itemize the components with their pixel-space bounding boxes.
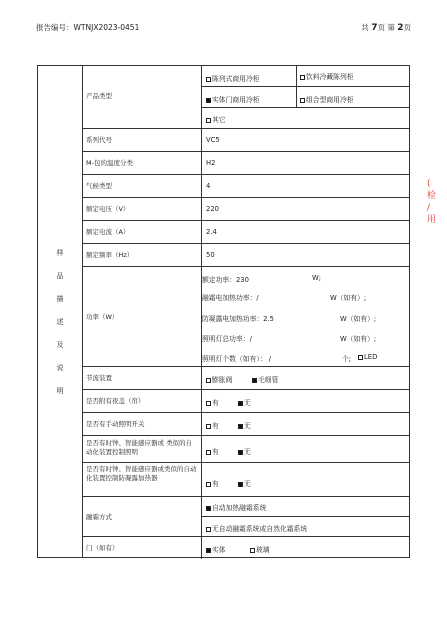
column-divider — [201, 175, 202, 197]
power-row — [82, 266, 409, 366]
option-other[interactable]: 其它 — [206, 114, 226, 124]
page-indicator — [361, 22, 411, 33]
column-divider — [201, 537, 202, 559]
page-mid: 页 第 — [377, 23, 395, 32]
option-solid-door[interactable]: 实体 — [206, 544, 226, 554]
yesno-label: 是否有时钟、智能感应器或 类似的自动化装置控制照明 — [86, 439, 193, 456]
option-auto-heat-defrost[interactable]: 自动加热融霜系统 — [206, 502, 266, 512]
field-value: 220 — [206, 205, 219, 213]
option-glass-door[interactable]: 玻璃 — [250, 544, 270, 554]
option-no[interactable]: 无 — [238, 420, 251, 430]
option-hline — [201, 516, 409, 517]
total-pages: 7 — [371, 23, 378, 33]
side-char: 及 — [56, 341, 64, 349]
night-cover-row — [82, 389, 409, 412]
option-no[interactable]: 无 — [238, 446, 251, 456]
option-hline — [201, 107, 409, 108]
field-value: H2 — [206, 159, 216, 167]
option-expansion-valve[interactable]: 膨胀阀 — [206, 374, 232, 384]
defrost-heater-power: 融霜电加热功率：/ — [202, 294, 259, 302]
column-divider — [201, 198, 202, 220]
option-hline — [201, 86, 409, 87]
lamp-count-unit: 个; — [342, 355, 352, 363]
field-label: 系列代号 — [86, 136, 112, 144]
column-divider — [201, 463, 202, 496]
page-suffix: 页 — [403, 23, 411, 32]
led-checkbox[interactable]: LED — [358, 353, 377, 361]
option-capillary-tube[interactable]: 毛细管 — [252, 374, 278, 384]
field-label: 额定电压（V） — [86, 205, 130, 213]
throttle-label: 节流装置 — [86, 374, 112, 382]
field-row-current — [82, 220, 409, 243]
option-yes[interactable]: 有 — [206, 420, 219, 430]
field-label: 额定频率（Hz） — [86, 251, 134, 259]
power-label: 功率（W） — [86, 313, 119, 321]
side-label — [38, 242, 82, 403]
sample-description-table — [37, 65, 410, 558]
current-page: 2 — [397, 23, 404, 33]
anti-condensation-power: 防凝露电加热功率：2.5 — [202, 315, 274, 323]
side-char: 样 — [56, 249, 64, 257]
option-yes[interactable]: 有 — [206, 478, 219, 488]
yesno-label: 是否有手动照明开关 — [86, 420, 145, 428]
option-solid-door-cabinet[interactable]: 实体门商用冷柜 — [206, 94, 260, 104]
rated-power-unit: W; — [312, 274, 322, 282]
throttle-row — [82, 366, 409, 389]
field-row-frequency — [82, 243, 409, 266]
column-divider — [201, 152, 202, 174]
page-header — [36, 22, 411, 36]
product-type-label: 产品类型 — [86, 92, 112, 100]
field-value: 4 — [206, 182, 211, 190]
option-yes[interactable]: 有 — [206, 446, 219, 456]
column-divider — [201, 436, 202, 462]
option-beverage-cabinet[interactable]: 饮料冷藏陈列柜 — [300, 71, 354, 81]
door-label: 门（如有） — [86, 544, 119, 552]
option-yes[interactable]: 有 — [206, 397, 219, 407]
red-stamp: ( 检 / 用 — [427, 179, 437, 225]
anti-condensation-unit: W（如有）; — [340, 315, 377, 323]
field-row-mpack — [82, 151, 409, 174]
yesno-label: 是否附有夜盖（帘） — [86, 397, 145, 405]
column-divider — [201, 367, 202, 389]
side-char: 品 — [56, 272, 64, 280]
side-char: 描 — [56, 295, 64, 303]
side-char: 说 — [56, 364, 64, 372]
field-label: 额定电流（A） — [86, 228, 130, 236]
yesno-label: 是否有时钟、智能感应器或类似的自动化装置控制防凝露加热器 — [86, 465, 197, 482]
field-value: 2.4 — [206, 228, 217, 236]
defrost-heater-unit: W（如有）; — [330, 294, 367, 302]
field-value: 50 — [206, 251, 215, 259]
field-row-series — [82, 128, 409, 151]
product-type-row — [82, 66, 409, 128]
option-natural-defrost[interactable]: 无自动融霜系统或自然化霜系统 — [206, 523, 307, 533]
lighting-total-unit: W（如有）; — [340, 335, 377, 343]
column-divider — [201, 66, 202, 128]
column-divider — [201, 413, 202, 435]
field-row-voltage — [82, 197, 409, 220]
page-prefix: 共 — [361, 23, 369, 32]
door-row — [82, 536, 409, 559]
field-row-climate — [82, 174, 409, 197]
field-value: VC5 — [206, 136, 220, 144]
column-divider — [201, 221, 202, 243]
option-no[interactable]: 无 — [238, 397, 251, 407]
field-label: 气候类型 — [86, 182, 112, 190]
side-char: 明 — [56, 387, 64, 395]
defrost-row — [82, 496, 409, 536]
column-divider — [201, 129, 202, 151]
field-label: M-包的温度分类 — [86, 159, 133, 167]
defrost-label: 融霜方式 — [86, 513, 112, 521]
lighting-total-power: 照明灯总功率：/ — [202, 335, 252, 343]
option-display-cabinet[interactable]: 陈列式商用冷柜 — [206, 73, 260, 83]
option-no[interactable]: 无 — [238, 478, 251, 488]
option-combined-cabinet[interactable]: 组合型商用冷柜 — [300, 94, 354, 104]
rated-power: 额定功率：230 — [202, 276, 249, 284]
auto-lighting-control-row — [82, 435, 409, 462]
lamp-count: 照明灯个数（如有）： / — [202, 355, 272, 363]
column-divider — [201, 244, 202, 266]
side-char: 述 — [56, 318, 64, 326]
auto-heater-control-row — [82, 462, 409, 496]
report-number: 报告编号：WTNJX2023-0451 — [36, 23, 140, 32]
manual-light-switch-row — [82, 412, 409, 435]
column-divider — [201, 390, 202, 412]
